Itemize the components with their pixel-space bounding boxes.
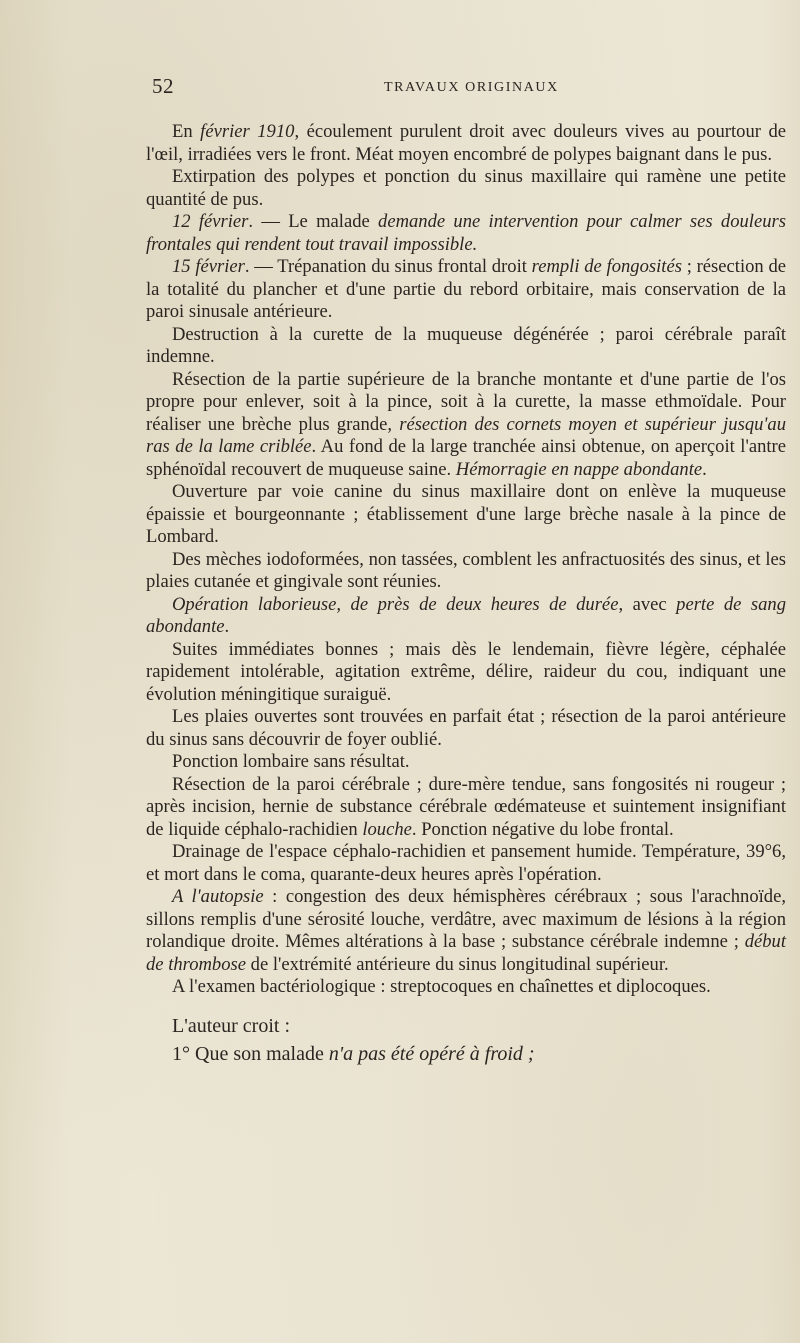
italic-run: A l'autopsie [172,886,264,907]
paragraph [146,256,786,324]
italic-run: 12 février [172,211,249,232]
text-run: , avec [618,593,677,615]
text-run: Suites immédiates bonnes ; mais dès le lendemain, fièvre légère, céphalée rapidement intolérable, agitation extrême, délire, raideur du cou, indiquant une évolution méningitique suraiguë. [146,638,786,705]
text-run: Résection de la partie supérieure de la branche montante et d'une partie de l'os propre pour enlever, soit à la pince, soit à la curette, la masse ethmoïdale. Pour réaliser une brèche plus grande, [146,368,786,435]
text-run: , écoulement purulent droit avec douleurs vives au pourtour de l'œil, irradiées vers le front. Méat moyen encombré de polypes baignant dans le pus. [146,121,786,165]
text-run: . — Trépanation du sinus frontal droit [244,256,532,277]
conclusion-point-1 [146,1040,786,1068]
italic-run: perte de sang abondante [146,593,786,637]
italic-run: n'a pas été opéré à froid ; [328,1042,535,1065]
paragraph [146,481,786,549]
text-run: ; résection de la totalité du plancher et d'une partie du rebord orbitaire, mais conservation de la paroi sinusale antérieure. [146,256,786,322]
paragraph [146,369,786,482]
text-run: 1° Que son malade [172,1042,329,1065]
paragraph [146,976,786,999]
italic-run: louche [362,818,412,840]
paragraph [146,594,786,639]
text-run: A l'examen bactériologique : streptocoques en chaînettes et diplocoques. [172,976,711,997]
paragraph [146,751,786,774]
conclusion-intro: L'auteur croit : [172,1014,290,1037]
text-run: . Au fond de la large tranchée ainsi obtenue, on aperçoit l'antre sphénoïdal recouvert de muqueuse saine. [146,436,786,480]
text-run: Résection de la paroi cérébrale ; dure-mère tendue, sans fongosités ni rougeur ; après incision, hernie de substance cérébrale œdémateuse et suintement insignifiant de liquide céphalo-rachidien [146,773,786,840]
text-run: Les plaies ouvertes sont trouvées en parfait état ; résection de la paroi antérieure du sinus sans découvrir de foyer oublié. [146,706,786,750]
body-text [146,121,786,1068]
paragraph [146,121,786,166]
italic-run: février 1910 [200,121,295,142]
paragraph [146,324,786,369]
text-run: Drainage de l'espace céphalo-rachidien et pansement humide. Température, 39°6, et mort dans le coma, quarante-deux heures après l'opération. [146,841,786,885]
italic-run: demande une intervention pour calmer ses douleurs frontales qui rendent tout travail impossible. [146,211,786,255]
paragraph [146,841,786,886]
paragraph [146,706,786,751]
paragraph [146,166,786,211]
text-run: . Ponction négative du lobe frontal. [411,818,674,840]
paragraph [146,639,786,707]
italic-run: rempli de fongosités [531,256,682,277]
italic-run: Hémorragie en nappe abondante [455,458,703,480]
paragraph [146,886,786,976]
paragraph [146,549,786,594]
text-run: : congestion des deux hémisphères cérébraux ; sous l'arachnoïde, sillons remplis d'une sérosité louche, verdâtre, avec maximum de lésions à la région rolandique droite. Mêmes altérations à la base ; substance cérébrale indemne ; [146,886,786,952]
text-run: Extirpation des polypes et ponction du sinus maxillaire qui ramène une petite quantité de pus. [146,166,786,210]
paragraph [146,211,786,256]
text-run: . [702,458,707,480]
text-run: Ouverture par voie canine du sinus maxillaire dont on enlève la muqueuse épaissie et bourgeonnante ; établissement d'une large brèche nasale à la pince de Lombard. [146,481,786,547]
running-head: TRAVAUX ORIGINAUX [384,80,559,95]
italic-run: Opération laborieuse, de près de deux heures de durée [172,593,619,615]
italic-run: début de thrombose [146,931,786,975]
text-run: Ponction lombaire sans résultat. [172,751,410,772]
text-run: Des mèches iodoformées, non tassées, comblent les anfractuosités des sinus, et les plaies cutanée et gingivale sont réunies. [146,548,786,592]
italic-run: 15 février [172,256,245,277]
text-run: . [224,616,230,637]
text-run: de l'extrémité antérieure du sinus longitudinal supérieur. [246,953,669,975]
text-run: . — Le malade [248,211,379,232]
italic-run: résection des cornets moyen et supérieur jusqu'au ras de la lame criblée [146,413,786,457]
text-run: En [172,121,201,142]
page-header [152,74,792,104]
text-run: Destruction à la curette de la muqueuse dégénérée ; paroi cérébrale paraît indemne. [146,323,786,367]
page-number: 52 [152,74,174,98]
paragraph [146,774,786,842]
